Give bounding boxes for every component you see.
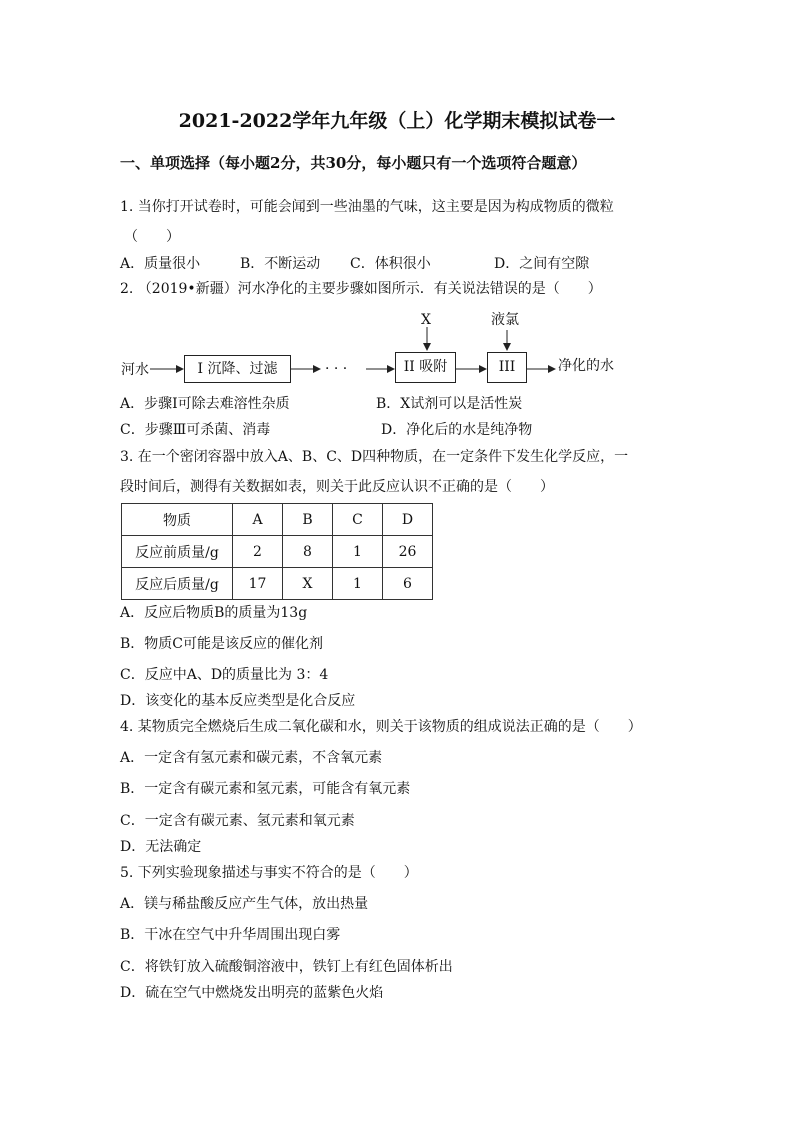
q5-option-c: C．将铁钉放入硫酸铜溶液中，铁钉上有红色固体析出: [120, 959, 453, 975]
table-row: [122, 568, 433, 600]
diagram-step1-box: I 沉降、过滤: [184, 355, 291, 383]
table-cell: 反应前质量/g: [122, 536, 233, 568]
q5-stem: 5. 下列实验现象描述与事实不符合的是（ ）: [120, 865, 418, 881]
diagram-dots: · · ·: [325, 361, 348, 377]
diagram-x-label: X: [421, 312, 431, 328]
diagram-step3-box: III: [487, 352, 527, 383]
q1-stem: 1. 当你打开试卷时，可能会闻到一些油墨的气味，这主要是因为构成物质的微粒: [120, 199, 614, 215]
q5-option-d: D．硫在空气中燃烧发出明亮的蓝紫色火焰: [120, 985, 384, 1001]
q2-option-d: D．净化后的水是纯净物: [381, 422, 533, 438]
table-header-cell: C: [333, 504, 383, 536]
q3-option-b: B．物质C可能是该反应的催化剂: [120, 636, 323, 652]
diagram-output-label: 净化的水: [558, 358, 614, 374]
q3-stem-line2: 段时间后，测得有关数据如表，则关于此反应认识不正确的是（ ）: [120, 479, 554, 495]
table-header-cell: 物质: [122, 504, 233, 536]
table-cell: 17: [233, 568, 283, 600]
q2-option-c: C．步骤Ⅲ可杀菌、消毒: [120, 422, 271, 438]
q3-option-a: A．反应后物质B的质量为13g: [120, 605, 308, 621]
q4-option-d: D．无法确定: [120, 839, 202, 855]
table-cell: 6: [383, 568, 433, 600]
q5-option-b: B．干冰在空气中升华周围出现白雾: [120, 927, 341, 943]
table-header-cell: B: [283, 504, 333, 536]
q1-answer-paren: （ ）: [124, 229, 180, 245]
q4-option-a: A．一定含有氢元素和碳元素，不含氧元素: [120, 750, 383, 766]
table-cell: 1: [333, 568, 383, 600]
page-title: 2021-2022学年九年级（上）化学期末模拟试卷一: [178, 110, 616, 132]
table-header-row: [122, 504, 433, 536]
q1-option-c: C．体积很小: [350, 256, 431, 272]
q1-option-b: B．不断运动: [240, 256, 321, 272]
q1-option-d: D．之间有空隙: [494, 256, 590, 272]
q4-option-b: B．一定含有碳元素和氢元素，可能含有氧元素: [120, 781, 411, 797]
table-row: [122, 536, 433, 568]
table-cell: 2: [233, 536, 283, 568]
q4-stem: 4. 某物质完全燃烧后生成二氧化碳和水，则关于该物质的组成说法正确的是（ ）: [120, 719, 642, 735]
table-cell: 1: [333, 536, 383, 568]
water-purification-diagram: [0, 0, 794, 400]
q2-option-a: A．步骤Ⅰ可除去难溶性杂质: [120, 396, 290, 412]
q2-stem: 2. （2019•新疆）河水净化的主要步骤如图所示．有关说法错误的是（ ）: [120, 281, 602, 297]
table-cell: 26: [383, 536, 433, 568]
diagram-input-label: 河水: [121, 362, 149, 378]
q5-option-a: A．镁与稀盐酸反应产生气体，放出热量: [120, 896, 369, 912]
table-cell: 反应后质量/g: [122, 568, 233, 600]
table-cell: 8: [283, 536, 333, 568]
q3-option-d: D．该变化的基本反应类型是化合反应: [120, 693, 356, 709]
diagram-step2-box: II 吸附: [395, 352, 456, 383]
q3-stem-line1: 3. 在一个密闭容器中放入A、B、C、D四种物质，在一定条件下发生化学反应，一: [120, 449, 629, 465]
data-table: [121, 503, 433, 600]
table-cell: X: [283, 568, 333, 600]
q3-option-c: C．反应中A、D的质量比为 3：4: [120, 667, 329, 683]
section-heading: 一、单项选择（每小题2分，共30分，每小题只有一个选项符合题意）: [120, 154, 587, 172]
diagram-chlorine-label: 液氯: [491, 312, 519, 328]
q1-option-a: A．质量很小: [120, 256, 201, 272]
q4-option-c: C．一定含有碳元素、氢元素和氧元素: [120, 813, 355, 829]
table-header-cell: D: [383, 504, 433, 536]
table-header-cell: A: [233, 504, 283, 536]
q2-option-b: B．X试剂可以是活性炭: [376, 396, 523, 412]
